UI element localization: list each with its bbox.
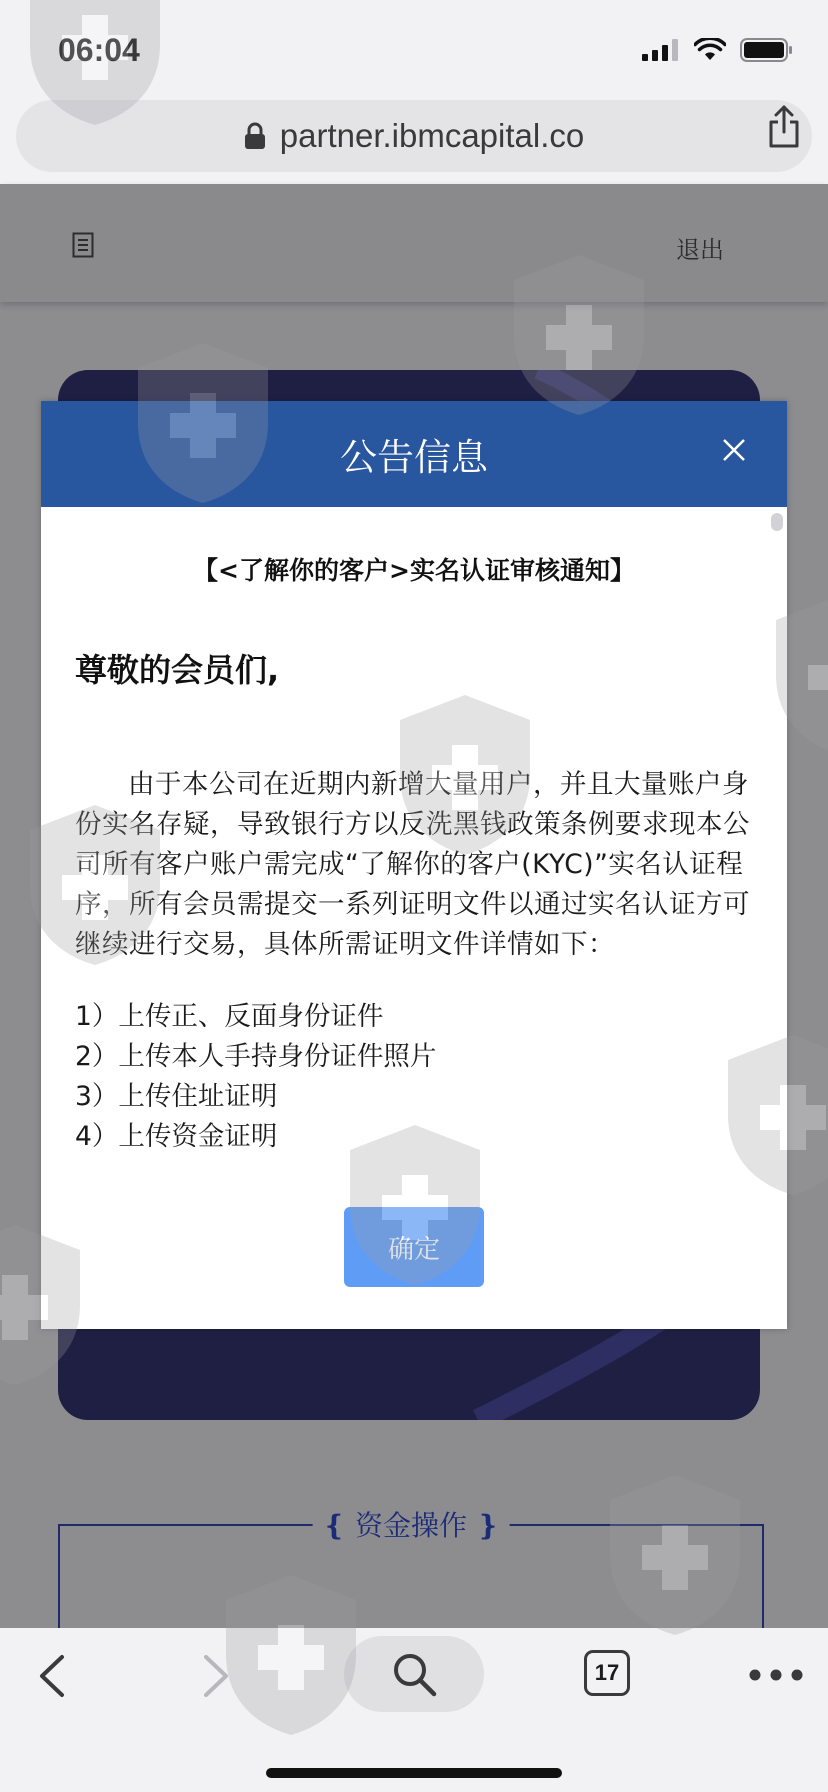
lock-icon: [244, 122, 266, 150]
status-time: 06:04: [58, 32, 140, 68]
status-icons: [642, 38, 794, 62]
notice-body: 由于本公司在近期内新增大量用户，并且大量账户身份实名存疑，导致银行方以反洗黑钱政策条例要求现本公司所有客户账户需完成“了解你的客户(KYC)”实名认证程序，所有会员需提交一系列证明文件以通过实名认证方可继续进行交易，具体所需证明文件详情如下：: [75, 769, 750, 960]
notice-title: 【<了解你的客户>实名认证审核通知】: [193, 556, 635, 585]
site-header: [0, 184, 828, 302]
chevron-right-icon: [200, 1654, 232, 1698]
section-title: [313, 1504, 510, 1544]
bracket-left-icon: ❴: [322, 1509, 347, 1542]
modal-scrollbar[interactable]: [771, 513, 783, 531]
status-bar: [0, 0, 828, 92]
list-item: 2）上传本人手持身份证件照片: [75, 1041, 437, 1072]
document-menu-icon[interactable]: [72, 232, 94, 258]
modal-title: 公告信息: [340, 436, 488, 479]
announcement-modal: [41, 401, 787, 1329]
forward-button[interactable]: [200, 1654, 232, 1698]
section-title-text: 资金操作: [354, 1509, 468, 1542]
bracket-right-icon: ❵: [475, 1509, 500, 1542]
close-icon[interactable]: [721, 437, 747, 463]
cellular-signal-icon: [642, 39, 680, 61]
share-icon[interactable]: [766, 104, 802, 150]
search-icon-wrap: [390, 1650, 438, 1698]
browser-address-area: [0, 92, 828, 184]
logout-link[interactable]: 退出: [676, 236, 724, 264]
address-bar[interactable]: [16, 100, 812, 172]
list-item: 4）上传资金证明: [75, 1121, 278, 1152]
home-indicator: [266, 1768, 562, 1778]
list-item: 1）上传正、反面身份证件: [75, 1001, 384, 1032]
back-button[interactable]: [36, 1654, 68, 1698]
list-item: 3）上传住址证明: [75, 1081, 278, 1112]
search-icon: [390, 1650, 438, 1698]
modal-header: [41, 401, 787, 507]
greeting: 尊敬的会员们,: [75, 651, 280, 689]
requirements-list: [75, 997, 436, 1157]
tabs-button[interactable]: [584, 1650, 630, 1696]
battery-icon: [740, 38, 794, 62]
wifi-icon: [694, 38, 726, 62]
more-options-button[interactable]: [748, 1668, 804, 1682]
confirm-button[interactable]: 确定: [344, 1207, 484, 1287]
chevron-left-icon: [36, 1654, 68, 1698]
tabs-count: 17: [594, 1660, 620, 1685]
more-dots-icon: [748, 1668, 804, 1682]
url-text: partner.ibmcapital.co: [279, 117, 585, 154]
